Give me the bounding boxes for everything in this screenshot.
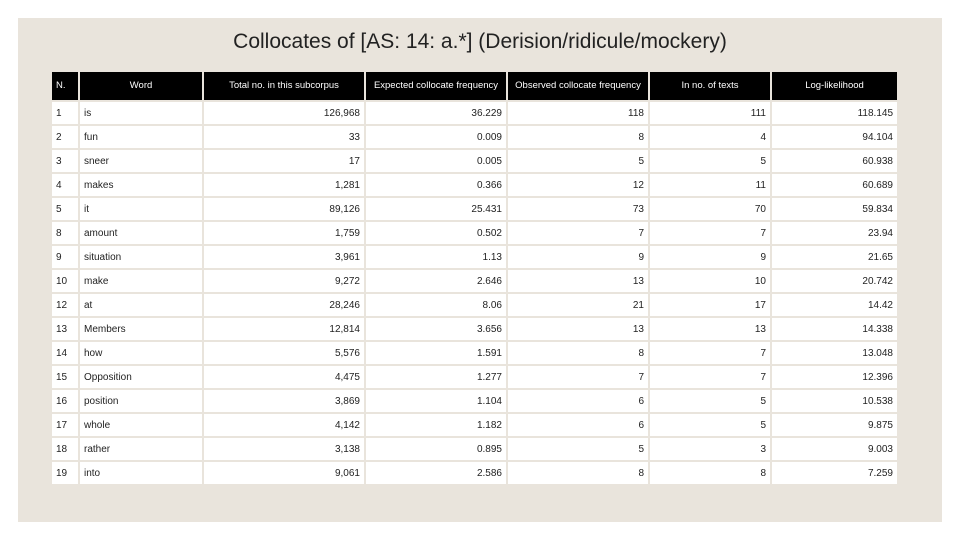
cell-observed: 21 xyxy=(508,294,648,316)
cell-observed: 12 xyxy=(508,174,648,196)
cell-expected: 1.104 xyxy=(366,390,506,412)
table-row xyxy=(52,438,897,460)
cell-texts: 9 xyxy=(650,246,770,268)
cell-expected: 36.229 xyxy=(366,102,506,124)
table-row xyxy=(52,246,897,268)
table-row xyxy=(52,390,897,412)
table-row xyxy=(52,366,897,388)
cell-total: 9,061 xyxy=(204,462,364,484)
cell-expected: 1.277 xyxy=(366,366,506,388)
cell-loglikelihood: 21.65 xyxy=(772,246,897,268)
cell-n: 9 xyxy=(52,246,78,268)
cell-n: 17 xyxy=(52,414,78,436)
cell-total: 33 xyxy=(204,126,364,148)
cell-observed: 13 xyxy=(508,318,648,340)
cell-word: how xyxy=(80,342,202,364)
cell-expected: 2.646 xyxy=(366,270,506,292)
cell-total: 12,814 xyxy=(204,318,364,340)
cell-n: 8 xyxy=(52,222,78,244)
table-row xyxy=(52,150,897,172)
cell-n: 15 xyxy=(52,366,78,388)
cell-texts: 3 xyxy=(650,438,770,460)
cell-texts: 5 xyxy=(650,150,770,172)
cell-total: 3,869 xyxy=(204,390,364,412)
cell-loglikelihood: 60.938 xyxy=(772,150,897,172)
cell-word: fun xyxy=(80,126,202,148)
cell-word: situation xyxy=(80,246,202,268)
cell-texts: 10 xyxy=(650,270,770,292)
cell-loglikelihood: 10.538 xyxy=(772,390,897,412)
cell-word: amount xyxy=(80,222,202,244)
cell-texts: 11 xyxy=(650,174,770,196)
table-body xyxy=(52,102,897,484)
cell-expected: 0.005 xyxy=(366,150,506,172)
cell-expected: 1.591 xyxy=(366,342,506,364)
cell-expected: 8.06 xyxy=(366,294,506,316)
cell-texts: 5 xyxy=(650,414,770,436)
cell-expected: 1.13 xyxy=(366,246,506,268)
cell-word: sneer xyxy=(80,150,202,172)
table-row xyxy=(52,102,897,124)
table-row xyxy=(52,294,897,316)
cell-texts: 111 xyxy=(650,102,770,124)
cell-n: 16 xyxy=(52,390,78,412)
table-row xyxy=(52,222,897,244)
cell-texts: 7 xyxy=(650,366,770,388)
cell-loglikelihood: 20.742 xyxy=(772,270,897,292)
cell-total: 89,126 xyxy=(204,198,364,220)
table-row xyxy=(52,414,897,436)
cell-observed: 5 xyxy=(508,438,648,460)
cell-loglikelihood: 59.834 xyxy=(772,198,897,220)
cell-total: 5,576 xyxy=(204,342,364,364)
cell-loglikelihood: 23.94 xyxy=(772,222,897,244)
cell-expected: 0.895 xyxy=(366,438,506,460)
cell-expected: 3.656 xyxy=(366,318,506,340)
slide-title: Collocates of [AS: 14: a.*] (Derision/ridicule/mockery) xyxy=(233,30,727,53)
cell-loglikelihood: 9.003 xyxy=(772,438,897,460)
table-row xyxy=(52,198,897,220)
cell-texts: 7 xyxy=(650,222,770,244)
cell-observed: 9 xyxy=(508,246,648,268)
table-row xyxy=(52,174,897,196)
cell-word: into xyxy=(80,462,202,484)
cell-total: 1,759 xyxy=(204,222,364,244)
cell-loglikelihood: 118.145 xyxy=(772,102,897,124)
cell-observed: 8 xyxy=(508,342,648,364)
cell-expected: 1.182 xyxy=(366,414,506,436)
cell-observed: 73 xyxy=(508,198,648,220)
cell-n: 5 xyxy=(52,198,78,220)
cell-total: 4,142 xyxy=(204,414,364,436)
table-row xyxy=(52,270,897,292)
cell-observed: 8 xyxy=(508,126,648,148)
cell-word: makes xyxy=(80,174,202,196)
cell-n: 13 xyxy=(52,318,78,340)
cell-expected: 0.366 xyxy=(366,174,506,196)
cell-observed: 8 xyxy=(508,462,648,484)
table-row xyxy=(52,126,897,148)
cell-loglikelihood: 60.689 xyxy=(772,174,897,196)
cell-word: position xyxy=(80,390,202,412)
cell-loglikelihood: 12.396 xyxy=(772,366,897,388)
cell-n: 2 xyxy=(52,126,78,148)
cell-total: 126,968 xyxy=(204,102,364,124)
cell-texts: 70 xyxy=(650,198,770,220)
cell-word: rather xyxy=(80,438,202,460)
collocates-table xyxy=(50,70,899,486)
header-total: Total no. in this subcorpus xyxy=(204,72,364,100)
table-header-row xyxy=(52,72,897,100)
cell-n: 1 xyxy=(52,102,78,124)
cell-expected: 2.586 xyxy=(366,462,506,484)
cell-observed: 6 xyxy=(508,414,648,436)
cell-n: 4 xyxy=(52,174,78,196)
table-row xyxy=(52,462,897,484)
cell-observed: 7 xyxy=(508,222,648,244)
cell-observed: 7 xyxy=(508,366,648,388)
cell-loglikelihood: 14.338 xyxy=(772,318,897,340)
header-word: Word xyxy=(80,72,202,100)
header-observed: Observed collocate frequency xyxy=(508,72,648,100)
header-texts: In no. of texts xyxy=(650,72,770,100)
cell-texts: 4 xyxy=(650,126,770,148)
cell-total: 4,475 xyxy=(204,366,364,388)
cell-word: it xyxy=(80,198,202,220)
cell-observed: 6 xyxy=(508,390,648,412)
cell-loglikelihood: 13.048 xyxy=(772,342,897,364)
cell-word: Members xyxy=(80,318,202,340)
cell-total: 3,138 xyxy=(204,438,364,460)
cell-total: 1,281 xyxy=(204,174,364,196)
cell-expected: 0.502 xyxy=(366,222,506,244)
cell-total: 3,961 xyxy=(204,246,364,268)
table-row xyxy=(52,318,897,340)
cell-expected: 25.431 xyxy=(366,198,506,220)
cell-n: 10 xyxy=(52,270,78,292)
cell-texts: 8 xyxy=(650,462,770,484)
cell-n: 3 xyxy=(52,150,78,172)
cell-expected: 0.009 xyxy=(366,126,506,148)
cell-texts: 13 xyxy=(650,318,770,340)
cell-total: 17 xyxy=(204,150,364,172)
cell-observed: 5 xyxy=(508,150,648,172)
header-loglikelihood: Log-likelihood xyxy=(772,72,897,100)
cell-total: 28,246 xyxy=(204,294,364,316)
cell-loglikelihood: 9.875 xyxy=(772,414,897,436)
cell-texts: 5 xyxy=(650,390,770,412)
cell-n: 18 xyxy=(52,438,78,460)
cell-loglikelihood: 94.104 xyxy=(772,126,897,148)
cell-n: 12 xyxy=(52,294,78,316)
cell-loglikelihood: 14.42 xyxy=(772,294,897,316)
header-expected: Expected collocate frequency xyxy=(366,72,506,100)
cell-word: Opposition xyxy=(80,366,202,388)
cell-texts: 7 xyxy=(650,342,770,364)
table-row xyxy=(52,342,897,364)
cell-word: make xyxy=(80,270,202,292)
cell-n: 19 xyxy=(52,462,78,484)
cell-observed: 13 xyxy=(508,270,648,292)
cell-word: at xyxy=(80,294,202,316)
cell-loglikelihood: 7.259 xyxy=(772,462,897,484)
cell-texts: 17 xyxy=(650,294,770,316)
cell-word: is xyxy=(80,102,202,124)
cell-total: 9,272 xyxy=(204,270,364,292)
cell-word: whole xyxy=(80,414,202,436)
cell-observed: 118 xyxy=(508,102,648,124)
header-n: N. xyxy=(52,72,78,100)
cell-n: 14 xyxy=(52,342,78,364)
